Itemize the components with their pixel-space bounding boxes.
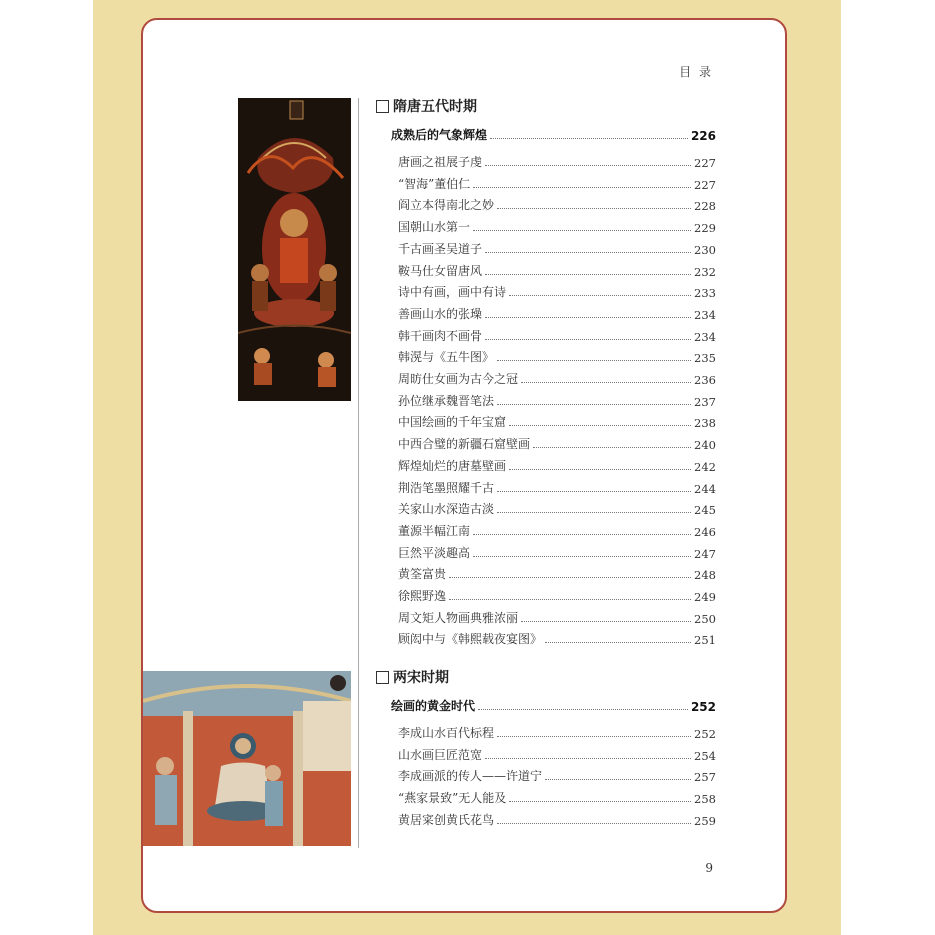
toc-leader [473,556,691,557]
toc-entry-page: 258 [694,792,716,807]
toc-leader [485,317,691,318]
toc-leader [485,758,691,759]
mural-illustration [143,671,351,846]
toc-leader [509,469,691,470]
toc-leader [497,491,691,492]
toc-leader [509,425,691,426]
toc-entry-label: 关家山水深造古淡 [398,502,495,517]
toc-entry-page: 240 [694,438,716,453]
toc-subtitle-label: 成熟后的气象辉煌 [391,128,488,142]
toc-entry-label: 诗中有画，画中有诗 [398,285,507,300]
buddhist-banner-illustration [238,98,351,401]
toc-subtitle[interactable] [391,694,716,714]
column-divider [358,98,359,848]
toc-entry-label: 千古画圣吴道子 [398,241,483,256]
toc-entry-page: 238 [694,416,716,431]
toc-entry-label: 顾闳中与《韩熙载夜宴图》 [398,632,543,647]
toc-entry-page: 227 [694,177,716,192]
toc-leader [473,187,691,188]
toc-entry[interactable] [398,367,716,387]
toc-entry-label: 鞍马仕女留唐风 [398,263,483,278]
toc-leader [521,382,691,383]
toc-entry[interactable] [398,562,716,582]
toc-leader [485,252,691,253]
section-title [376,667,449,687]
toc-entry[interactable] [398,541,716,561]
toc-subtitle-page: 252 [690,700,716,714]
toc-subtitle[interactable] [391,123,716,143]
toc-entry-page: 250 [694,611,716,626]
toc-entry[interactable] [398,172,716,192]
toc-entry-label: 国朝山水第一 [398,220,471,235]
toc-entry[interactable] [398,476,716,496]
toc-subtitle-label: 绘画的黄金时代 [391,699,476,713]
toc-entry-page: 233 [694,286,716,301]
toc-entry-page: 246 [694,524,716,539]
toc-entry[interactable] [398,764,716,784]
toc-entry-label: 韩滉与《五牛图》 [398,350,495,365]
toc-leader [485,165,691,166]
toc-entry-label: 山水画巨匠范宽 [398,747,483,762]
toc-entry[interactable] [398,237,716,257]
section-box-icon [376,671,389,684]
toc-entry-page: 234 [694,307,716,322]
toc-entry[interactable] [398,432,716,452]
toc-leader [497,512,691,513]
toc-leader [545,779,691,780]
toc-entry-label: “智海”董伯仁 [398,176,471,191]
toc-leader [497,208,691,209]
toc-entry[interactable] [398,519,716,539]
page-number: 9 [705,861,713,875]
toc-entry-label: 荆浩笔墨照耀千古 [398,480,495,495]
toc-entry-page: 235 [694,351,716,366]
toc-entry-page: 248 [694,568,716,583]
toc-leader [521,621,691,622]
toc-leader [497,404,691,405]
toc-leader [485,274,691,275]
toc-entry[interactable] [398,721,716,741]
toc-leader [490,138,688,139]
toc-entry[interactable] [398,584,716,604]
toc-entry-page: 252 [694,727,716,741]
toc-entry-label: 巨然平淡趣高 [398,545,471,560]
toc-leader [497,736,691,737]
toc-entry-label: 周文矩人物画典雅浓丽 [398,610,519,625]
section-box-icon [376,100,389,113]
toc-entry-label: 善画山水的张璪 [398,306,483,321]
toc-entry-page: 254 [694,748,716,763]
toc-entry-page: 247 [694,546,716,561]
section-title [376,96,477,116]
toc-entry-label: 周昉仕女画为古今之冠 [398,372,519,386]
toc-entry[interactable] [398,627,716,647]
toc-entry[interactable] [398,259,716,279]
toc-subtitle-page: 226 [690,129,716,143]
toc-leader [449,577,691,578]
toc-entry-label: 李成山水百代标程 [398,726,495,740]
section-title-label: 隋唐五代时期 [393,99,477,115]
toc-entry-label: “燕家景致”无人能及 [398,791,507,806]
toc-entry-page: 244 [694,481,716,496]
toc-entry-page: 229 [694,221,716,236]
toc-leader [478,709,688,710]
page-header: 目 录 [679,65,713,79]
toc-entry-label: 徐熙野逸 [398,589,447,603]
toc-leader [497,823,691,824]
toc-entry-label: 中西合璧的新疆石窟壁画 [398,437,531,452]
toc-entry-page: 230 [694,242,716,257]
toc-entry-page: 257 [694,770,716,785]
toc-entry[interactable] [398,389,716,409]
toc-leader [473,534,691,535]
toc-entry[interactable] [398,606,716,626]
toc-entry-page: 236 [694,373,716,387]
toc-entry[interactable] [398,324,716,344]
toc-leader [497,360,691,361]
toc-leader [509,801,691,802]
toc-entry-label: 董源半幅江南 [398,523,471,538]
toc-entry-page: 245 [694,503,716,518]
toc-leader [545,642,691,643]
toc-entry-label: 李成画派的传人——许道宁 [398,769,543,784]
book-page [141,18,787,913]
toc-entry-label: 唐画之祖展子虔 [398,155,483,169]
toc-entry-label: 黄筌富贵 [398,567,447,582]
toc-entry-page: 234 [694,329,716,344]
toc-entry-page: 232 [694,264,716,279]
section-title-label: 两宋时期 [393,670,449,686]
toc-entry-label: 孙位继承魏晋笔法 [398,393,495,408]
toc-entry-label: 中国绘画的千年宝窟 [398,415,507,430]
toc-entry-page: 249 [694,590,716,604]
toc-entry[interactable] [398,215,716,235]
toc-entry[interactable] [398,302,716,322]
toc-entry[interactable] [398,743,716,763]
toc-entry[interactable] [398,280,716,300]
toc-leader [485,339,691,340]
toc-entry-page: 251 [694,633,716,648]
toc-entry[interactable] [398,150,716,170]
toc-leader [509,295,691,296]
toc-entry[interactable] [398,193,716,213]
toc-entry[interactable] [398,454,716,474]
toc-entry[interactable] [398,786,716,806]
toc-entry-label: 辉煌灿烂的唐墓壁画 [398,458,507,473]
toc-entry[interactable] [398,808,716,828]
toc-entry-page: 237 [694,394,716,409]
toc-entry[interactable] [398,345,716,365]
toc-entry[interactable] [398,497,716,517]
toc-entry[interactable] [398,410,716,430]
toc-leader [449,599,691,600]
toc-entry-page: 227 [694,156,716,170]
toc-leader [473,230,691,231]
toc-entry-page: 259 [694,813,716,828]
toc-entry-page: 242 [694,459,716,474]
toc-entry-label: 阎立本得南北之妙 [398,198,495,213]
toc-entry-page: 228 [694,199,716,214]
toc-leader [533,447,691,448]
toc-entry-label: 韩干画肉不画骨 [398,328,483,343]
toc-entry-label: 黄居寀创黄氏花鸟 [398,812,495,827]
